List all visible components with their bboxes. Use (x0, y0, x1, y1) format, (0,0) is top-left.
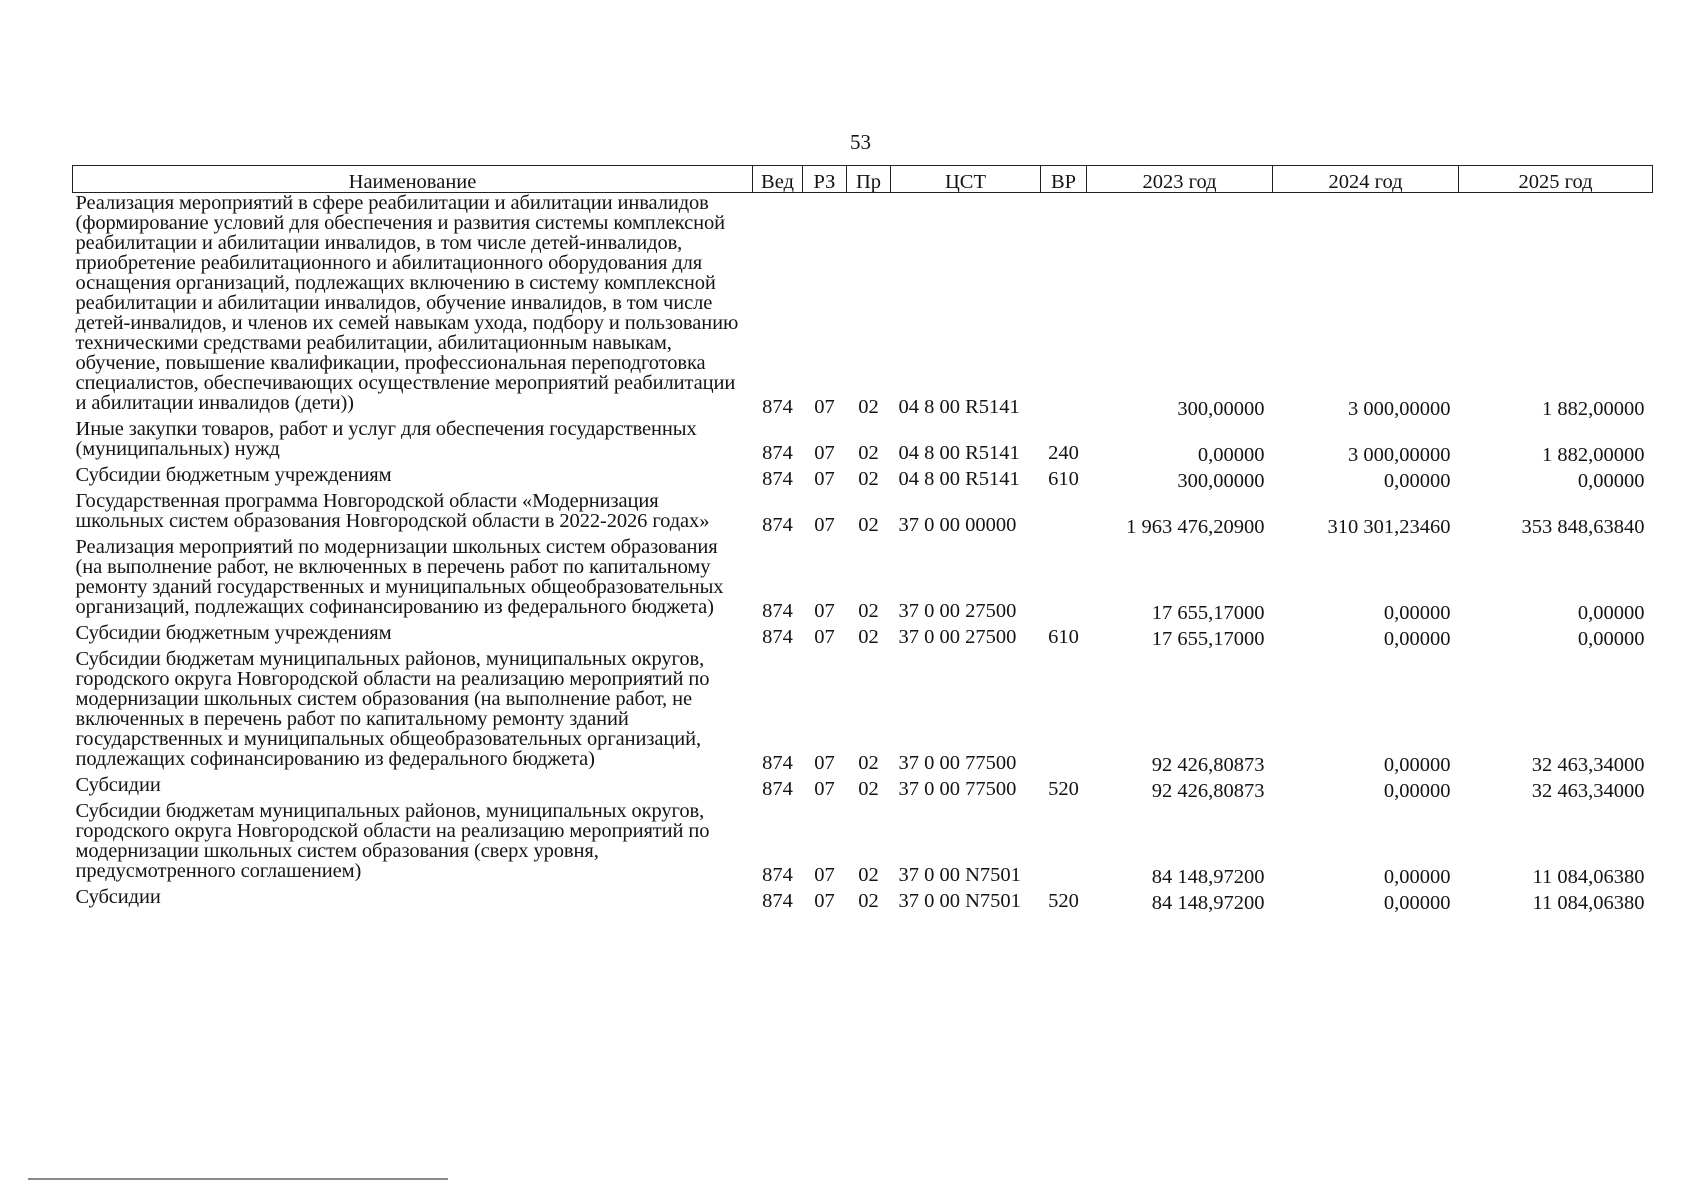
row-ved: 874 (762, 600, 793, 622)
row-name: Реализация мероприятий в сфере реабилитации и абилитации инвалидов (формирование условий для обеспечения и развития системы комплексной реабилитации и абилитации инвалидов, в том числе детей-инвалидов, приобретение реабилитационного и абилитационного оборудования для оснащения организаций, подлежащих включению в систему комплексной реабилитации и абилитации инвалидов, обучение инвалидов, в том числе детей-инвалидов, и членов их семей навыкам ухода, подбору и пользованию техническими средствами реабилитации, абилитационным навыкам, обучение, повышение квалификации, профессиональная переподготовка специалистов, обеспечивающих осуществление мероприятий реабилитации и абилитации инвалидов (дети)) (75, 192, 739, 414)
row-name: Субсидии бюджетным учреждениям (75, 464, 392, 486)
budget-table (72, 165, 1653, 913)
row-cst: 37 0 00 77500 (898, 752, 1017, 774)
row-name: Субсидии (75, 774, 161, 796)
row-2025: 0,00000 (1577, 628, 1645, 650)
row-2024: 0,00000 (1383, 892, 1451, 914)
row-2023: 300,00000 (1177, 398, 1265, 420)
header-name: Наименование (73, 166, 753, 193)
row-rz: 07 (814, 778, 835, 800)
table-row (73, 887, 1653, 913)
row-2023: 84 148,97200 (1151, 866, 1265, 888)
row-ved: 874 (762, 396, 793, 418)
row-ved: 874 (762, 468, 793, 490)
row-pr: 02 (858, 626, 879, 648)
row-vr: 610 (1048, 626, 1079, 648)
row-ved: 874 (762, 626, 793, 648)
header-vr: ВР (1041, 166, 1087, 193)
header-2024: 2024 год (1273, 166, 1459, 193)
row-2024: 0,00000 (1383, 628, 1451, 650)
row-cst: 37 0 00 77500 (898, 778, 1017, 800)
row-2025: 1 882,00000 (1542, 398, 1645, 420)
row-2024: 310 301,23460 (1327, 516, 1451, 538)
row-cst: 04 8 00 R5141 (898, 442, 1020, 464)
row-2023: 92 426,80873 (1151, 780, 1265, 802)
row-cst: 37 0 00 27500 (898, 626, 1017, 648)
row-2024: 0,00000 (1383, 602, 1451, 624)
row-rz: 07 (814, 752, 835, 774)
row-cst: 04 8 00 R5141 (898, 468, 1020, 490)
row-2025: 0,00000 (1577, 602, 1645, 624)
row-ved: 874 (762, 778, 793, 800)
row-2025: 1 882,00000 (1542, 444, 1645, 466)
table-body (73, 193, 1653, 914)
row-name: Реализация мероприятий по модернизации школьных систем образования (на выполнение работ, не включенных в перечень работ по капитальному ремонту зданий государственных и муниципальных общеобразовательных организаций, подлежащих софинансированию из федерального бюджета) (75, 536, 724, 618)
row-cst: 37 0 00 27500 (898, 600, 1017, 622)
row-cst: 04 8 00 R5141 (898, 396, 1020, 418)
table-row (73, 491, 1653, 537)
row-pr: 02 (858, 890, 879, 912)
row-rz: 07 (814, 442, 835, 464)
row-pr: 02 (858, 600, 879, 622)
row-name: Государственная программа Новгородской области «Модернизация школьных систем образования Новгородской области в 2022-2026 годах» (75, 490, 710, 532)
row-2025: 32 463,34000 (1531, 754, 1645, 776)
table-header (73, 166, 1653, 193)
row-name: Иные закупки товаров, работ и услуг для обеспечения государственных (муниципальных) нужд (75, 418, 697, 460)
header-2025: 2025 год (1459, 166, 1653, 193)
row-pr: 02 (858, 752, 879, 774)
row-vr: 240 (1048, 442, 1079, 464)
row-rz: 07 (814, 600, 835, 622)
row-cst: 37 0 00 00000 (898, 514, 1017, 536)
page-number: 53 (850, 130, 871, 154)
header-cst: ЦСТ (891, 166, 1041, 193)
scan-bottom-line (28, 1178, 448, 1180)
row-2023: 17 655,17000 (1151, 602, 1265, 624)
row-vr (1041, 801, 1087, 887)
row-cst: 37 0 00 N7501 (898, 864, 1021, 886)
table-row (73, 649, 1653, 775)
table-row (73, 193, 1653, 420)
row-rz: 07 (814, 514, 835, 536)
row-2023: 1 963 476,20900 (1126, 516, 1265, 538)
row-pr: 02 (858, 778, 879, 800)
header-rz: РЗ (803, 166, 847, 193)
row-2025: 11 084,06380 (1532, 866, 1645, 888)
row-name: Субсидии бюджетным учреждениям (75, 622, 392, 644)
row-pr: 02 (858, 864, 879, 886)
header-ved: Вед (753, 166, 803, 193)
row-pr: 02 (858, 396, 879, 418)
row-2024: 0,00000 (1383, 754, 1451, 776)
row-rz: 07 (814, 468, 835, 490)
row-2023: 300,00000 (1177, 470, 1265, 492)
row-pr: 02 (858, 514, 879, 536)
table-row (73, 419, 1653, 465)
row-2023: 0,00000 (1197, 444, 1265, 466)
row-2025: 32 463,34000 (1531, 780, 1645, 802)
table-row (73, 623, 1653, 649)
row-2024: 0,00000 (1383, 780, 1451, 802)
row-cst: 37 0 00 N7501 (898, 890, 1021, 912)
row-ved: 874 (762, 442, 793, 464)
row-vr (1041, 537, 1087, 623)
header-pr: Пр (847, 166, 891, 193)
header-row (73, 166, 1653, 193)
table-row (73, 537, 1653, 623)
row-2024: 0,00000 (1383, 866, 1451, 888)
row-pr: 02 (858, 468, 879, 490)
header-2023: 2023 год (1087, 166, 1273, 193)
row-rz: 07 (814, 864, 835, 886)
table-row (73, 801, 1653, 887)
row-2024: 3 000,00000 (1348, 444, 1451, 466)
row-name: Субсидии бюджетам муниципальных районов, муниципальных округов, городского округа Новгородской области на реализацию мероприятий по модернизации школьных систем образования (на выполнение работ, не включенных в перечень работ по капитальному ремонту зданий государственных и муниципальных общеобразовательных организаций, подлежащих софинансированию из федерального бюджета) (75, 648, 710, 770)
row-vr: 610 (1048, 468, 1079, 490)
row-2023: 92 426,80873 (1151, 754, 1265, 776)
row-name: Субсидии бюджетам муниципальных районов, муниципальных округов, городского округа Новгородской области на реализацию мероприятий по модернизации школьных систем образования (сверх уровня, предусмотренного соглашением) (75, 800, 710, 882)
row-2025: 353 848,63840 (1521, 516, 1645, 538)
row-rz: 07 (814, 396, 835, 418)
row-2023: 17 655,17000 (1151, 628, 1265, 650)
row-2024: 3 000,00000 (1348, 398, 1451, 420)
row-ved: 874 (762, 864, 793, 886)
row-2024: 0,00000 (1383, 470, 1451, 492)
row-pr: 02 (858, 442, 879, 464)
row-vr: 520 (1048, 778, 1079, 800)
row-name: Субсидии (75, 886, 161, 908)
row-vr (1041, 491, 1087, 537)
row-2025: 0,00000 (1577, 470, 1645, 492)
row-ved: 874 (762, 514, 793, 536)
row-vr (1041, 193, 1087, 420)
row-vr: 520 (1048, 890, 1079, 912)
row-2023: 84 148,97200 (1151, 892, 1265, 914)
row-vr (1041, 649, 1087, 775)
row-ved: 874 (762, 890, 793, 912)
row-2025: 11 084,06380 (1532, 892, 1645, 914)
row-rz: 07 (814, 626, 835, 648)
row-rz: 07 (814, 890, 835, 912)
row-ved: 874 (762, 752, 793, 774)
table-row (73, 465, 1653, 491)
table-row (73, 775, 1653, 801)
